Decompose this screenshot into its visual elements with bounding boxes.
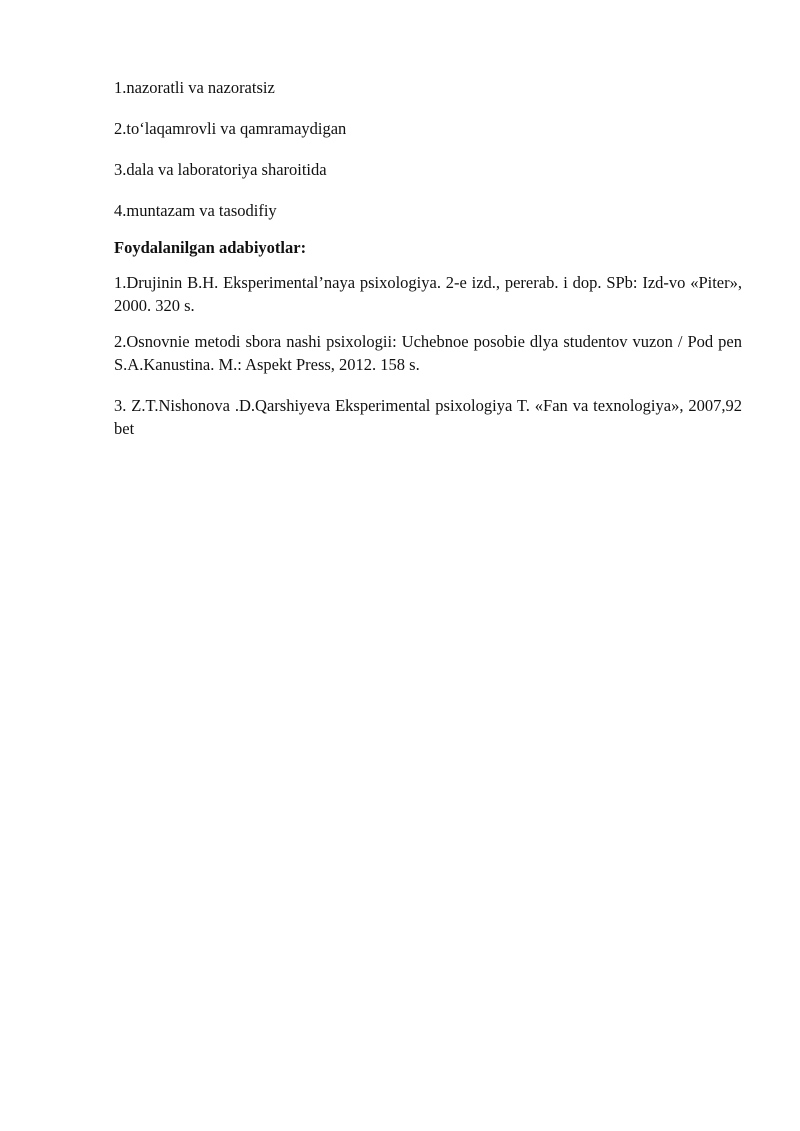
option-item-3: 3.dala va laboratoriya sharoitida [114,160,327,179]
references-heading: Foydalanilgan adabiyotlar: [114,238,307,257]
reference-item-2: 2.Osnovnie metodi sbora nashi psixologii: Uchebnoe posobie dlya studentov vuzon / Pod pen S.A.Kanustina. M.: Aspekt Press, 2012. 158 s. [114,332,742,374]
option-item-1: 1.nazoratli va nazoratsiz [114,78,275,97]
document-body [114,76,742,453]
option-item-2: 2.to‘laqamrovli va qamramaydigan [114,119,347,138]
reference-item-3: 3. Z.T.Nishonova .D.Qarshiyeva Eksperimental psixologiya T. «Fan va texnologiya», 2007,92 bet [114,396,742,438]
reference-item-1: 1.Drujinin B.H. Eksperimental’naya psixologiya. 2-e izd., pererab. i dop. SPb: Izd-vo «Piter», 2000. 320 s. [114,273,742,315]
option-item-4: 4.muntazam va tasodifiy [114,201,277,220]
